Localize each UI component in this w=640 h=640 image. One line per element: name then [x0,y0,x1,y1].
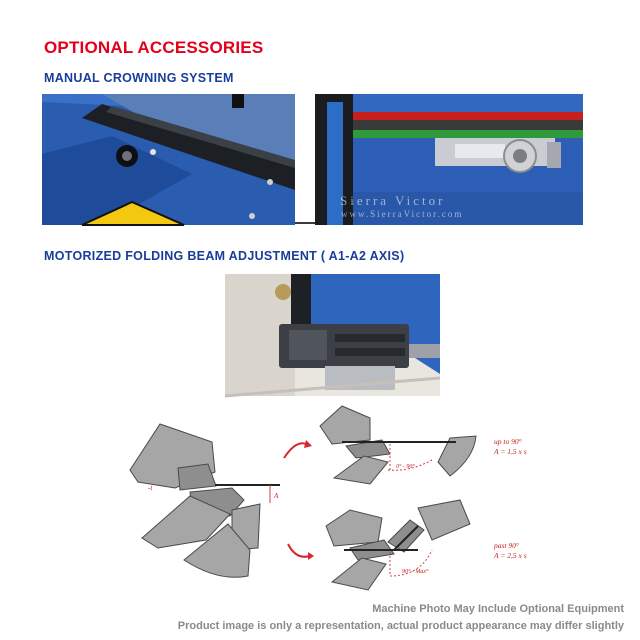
section-heading-folding-beam: MOTORIZED FOLDING BEAM ADJUSTMENT ( A1-A2 AXIS) [44,249,405,263]
watermark-brand: Sierra Victor [340,193,446,208]
folding-beam-photo [225,274,440,396]
lower-beam-case1 [334,456,388,484]
folding-beam-photo-graphic [225,274,440,396]
arrow-head-upper [304,440,312,448]
crowning-photo-left [42,94,295,225]
angle-label-case2: 90° - Max° [402,569,429,575]
crowning-photo-right [315,94,583,225]
case2-title: past 90° [494,541,519,550]
folding-beam-case2 [418,500,470,540]
watermark-url: www.SierraVictor.com [341,209,464,219]
marker-a-label: A [274,492,279,500]
page-title: OPTIONAL ACCESSORIES [44,38,264,57]
section-heading-crowning: MANUAL CROWNING SYSTEM [44,71,234,85]
case2-formula: A = 2,5 x s [494,551,527,560]
upper-beam-case1 [320,406,370,444]
upper-beam-case2 [326,510,382,546]
folding-beam-diagram [120,400,527,590]
angle-label-case1: 0° - 90° [396,464,415,470]
lower-beam-case2 [332,558,386,590]
case1-formula: A = 1,5 x s [494,447,527,456]
crowning-photo-left-graphic [42,94,295,225]
footer-optional-equipment-note: Machine Photo May Include Optional Equipment [372,603,624,615]
marker-minus-label: -t [148,484,153,492]
photo-divider-line [295,222,315,224]
arrow-head-lower [308,552,314,560]
arrow-to-lower-case [288,544,310,557]
arrow-to-upper-case [284,443,306,458]
footer-representation-disclaimer: Product image is only a representation, actual product appearance may differ slightly [177,620,624,632]
tool-case2 [388,520,424,552]
case1-title: up to 90° [494,437,522,446]
